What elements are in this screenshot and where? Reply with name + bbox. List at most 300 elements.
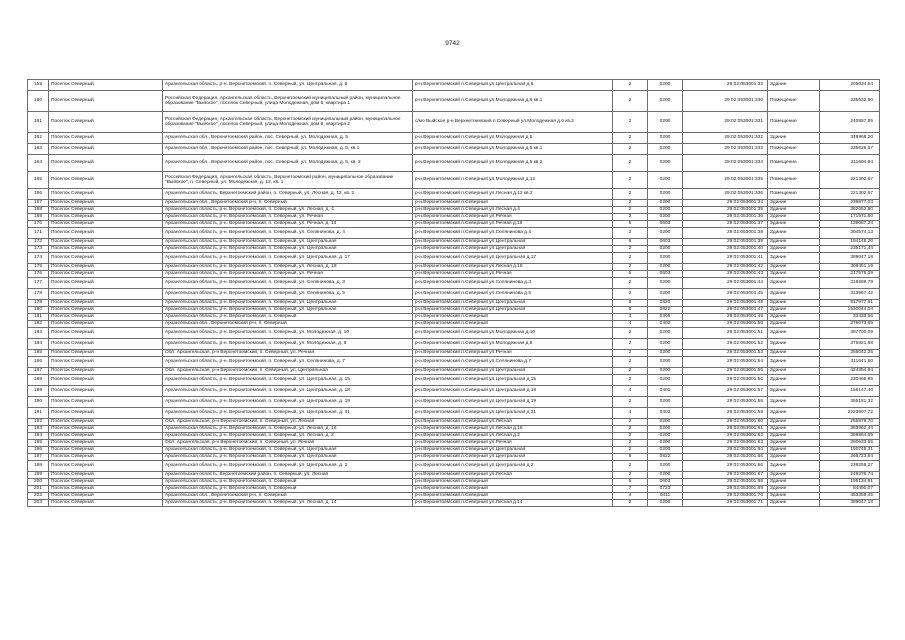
cell-cadastral-number: 29:02:053001:34 (683, 200, 768, 207)
cell-address: Архангельская область, р-н. Верхнетоемский, п. Северный, ул. Центральная, д. 19 (163, 397, 413, 408)
cell-cadastral-number: 29:02:053001:39 (683, 239, 768, 246)
cell-address: Архангельская область, р-н. Верхнетоемский, п. Северный, ул. Молодежная, д. 10 (163, 328, 413, 339)
table-row (28, 289, 880, 300)
cell-category-code: 3 (613, 314, 648, 321)
cell-short-address: р-н.Верхнетоемский п.Северный (413, 486, 613, 493)
cell-type-code: 0200 (648, 350, 683, 357)
cell-short-address: р-н.Верхнетоемский п.Северный ул.Центральная (413, 454, 613, 461)
cell-object-type: Здание (768, 271, 820, 278)
cell-type-code: 0200 (648, 328, 683, 339)
cell-row-number: 163 (28, 144, 49, 155)
cell-category-code: 8 (613, 307, 648, 314)
cell-object-type: Помещение (768, 172, 820, 189)
cell-short-address: р-н.Верхнетоемский п.Северный ул.Центральная (413, 368, 613, 375)
cell-category-code: 2 (613, 264, 648, 271)
cell-address: Архангельская область, р-н. Верхнетоемский, п. Северный, ул. Речная (163, 271, 413, 278)
cell-row-number: 201 (28, 486, 49, 493)
table-row (28, 454, 880, 461)
cell-type-code: 0200 (648, 155, 683, 172)
cell-row-number: 197 (28, 454, 49, 461)
cell-cadastral-number: 29:02:053001:65 (683, 454, 768, 461)
cell-address: Обл. Архангельская, р-н Верхнетоемский, п. Северный, ул. Лесная (163, 419, 413, 426)
cell-category-code: 4 (613, 321, 648, 328)
cell-row-number: 162 (28, 133, 49, 144)
cell-category-code: 2 (613, 80, 648, 91)
cell-cadastral-number: 29:02:053001:64 (683, 447, 768, 454)
cell-type-code: 0200 (648, 375, 683, 386)
cell-settlement: Поселок Северный (49, 461, 163, 472)
cell-settlement: Поселок Северный (49, 214, 163, 221)
cell-object-type: Здание (768, 357, 820, 368)
table-row (28, 328, 880, 339)
cell-cadastral-value: 276073,65 (820, 321, 880, 328)
table-row (28, 228, 880, 239)
cell-row-number: 196 (28, 447, 49, 454)
cell-address: Архангельская область, р-н. Верхнетоемский, п. Северный, ул. Селянинова, д. 3 (163, 278, 413, 289)
cell-category-code: 2 (613, 339, 648, 350)
cell-address: Архангельская область, р-н. Верхнетоемский, п. Северный, ул. Лесная, д. 18 (163, 264, 413, 271)
cell-type-code: 0723 (648, 486, 683, 493)
cell-cadastral-number: 29:02:053001:47 (683, 307, 768, 314)
cell-row-number: 168 (28, 207, 49, 214)
cell-object-type: Здание (768, 278, 820, 289)
cell-address: Российская Федерация, Архангельская область, Верхнетоемский муниципальный район, муниципальное образование "Выйское", поселок Северный, улица Молодежная, дом 6, квартира 1 (163, 91, 413, 112)
cell-category-code: 2 (613, 419, 648, 426)
cell-cadastral-value: 424354,84 (820, 368, 880, 375)
cell-row-number: 202 (28, 493, 49, 500)
cell-cadastral-value: 235171,44 (820, 246, 880, 253)
table-row (28, 221, 880, 228)
cell-row-number: 203 (28, 500, 49, 507)
cell-category-code: 2 (613, 397, 648, 408)
cell-short-address: р-н.Верхнетоемский п.Северный ул.Центральная д.6 (413, 80, 613, 91)
cell-cadastral-number: 29:02:053001:57 (683, 386, 768, 397)
table-row (28, 214, 880, 221)
cell-cadastral-value: 348968,20 (820, 133, 880, 144)
cell-row-number: 199 (28, 472, 49, 479)
cell-cadastral-value: 150745,31 (820, 447, 880, 454)
cell-short-address: р-н.Верхнетоемский п.Северный ул.Молодежная д.12 (413, 172, 613, 189)
table-row (28, 321, 880, 328)
cell-category-code: 2 (613, 278, 648, 289)
cell-address: Архангельская область, р-н. Верхнетоемский, п. Северный, ул. Речная, д. 16 (163, 221, 413, 228)
table-body (28, 80, 880, 507)
cell-short-address: р-н.Верхнетоемский п.Северный ул.Центральная д.31 (413, 408, 613, 419)
cell-settlement: Поселок Северный (49, 239, 163, 246)
cell-cadastral-value: 387700,09 (820, 328, 880, 339)
cell-cadastral-value: 84490,07 (820, 486, 880, 493)
cell-address: Архангельская область, р-н. Верхнетоемский, п. Северный, ул. Центральная, д. 18 (163, 386, 413, 397)
cell-object-type: Здание (768, 214, 820, 221)
cell-row-number: 182 (28, 321, 49, 328)
cell-category-code: 6 (613, 221, 648, 228)
cell-row-number: 195 (28, 440, 49, 447)
table-row (28, 368, 880, 375)
cell-cadastral-value: 194148,20 (820, 239, 880, 246)
cell-type-code: 0200 (648, 246, 683, 253)
cell-short-address: р-н.Верхнетоемский п.Северный ул.Центральная д.18 (413, 386, 613, 397)
table-row (28, 172, 880, 189)
cell-cadastral-value: 230465,85 (820, 375, 880, 386)
cell-settlement: Поселок Северный (49, 426, 163, 433)
cell-object-type: Здание (768, 133, 820, 144)
page-number: 9742 (445, 40, 460, 47)
cell-settlement: Поселок Северный (49, 368, 163, 375)
cell-object-type: Здание (768, 368, 820, 375)
cell-settlement: Поселок Северный (49, 246, 163, 253)
cell-cadastral-value: 195134,61 (820, 479, 880, 486)
cell-row-number: 174 (28, 253, 49, 264)
cell-category-code: 2 (613, 328, 648, 339)
cell-cadastral-number: 29:02:053001:38 (683, 228, 768, 239)
table-row (28, 493, 880, 500)
cell-object-type: Здание (768, 253, 820, 264)
cell-type-code: 0200 (648, 80, 683, 91)
cell-address: Архангельская область, р-н. Верхнетоемский, п. Северный, ул. Центральная, д. 6 (163, 80, 413, 91)
cell-cadastral-number: 29:02:053001:63 (683, 440, 768, 447)
cell-cadastral-value: 316689,79 (820, 278, 880, 289)
cell-short-address: р-н.Верхнетоемский п.Северный ул.Селянинова д.7 (413, 357, 613, 368)
cell-short-address: р-н.Верхнетоемский п.Северный ул.Центральная (413, 447, 613, 454)
cell-object-type: Здание (768, 440, 820, 447)
cell-cadastral-number: 29:02:053001:60 (683, 419, 768, 426)
cell-category-code: 2 (613, 440, 648, 447)
cell-object-type: Здание (768, 200, 820, 207)
cell-type-code: 0200 (648, 278, 683, 289)
cell-cadastral-value: 139087,24 (820, 221, 880, 228)
table-row (28, 91, 880, 112)
cell-cadastral-value: 375921,88 (820, 339, 880, 350)
cell-settlement: Поселок Северный (49, 454, 163, 461)
table-row (28, 200, 880, 207)
cell-category-code: 2 (613, 289, 648, 300)
cell-category-code: 8 (613, 300, 648, 307)
cell-cadastral-number: 29:02:053001:56 (683, 375, 768, 386)
cell-row-number: 183 (28, 328, 49, 339)
cell-category-code: 4 (613, 493, 648, 500)
cell-row-number: 198 (28, 461, 49, 472)
cell-short-address: с/мо Выйское р-н.Верхнетоемский п.Северный ул.Молодежная д.6 кв.2 (413, 112, 613, 133)
cell-cadastral-number: 29:02:053001:52 (683, 339, 768, 350)
cell-settlement: Поселок Северный (49, 80, 163, 91)
cell-cadastral-value: 311641,60 (820, 357, 880, 368)
cell-settlement: Поселок Северный (49, 271, 163, 278)
table-row (28, 419, 880, 426)
table-row (28, 246, 880, 253)
cell-short-address: р-н.Верхнетоемский п.Северный ул.Речная (413, 350, 613, 357)
cell-cadastral-value: 217575,09 (820, 271, 880, 278)
cell-settlement: Поселок Северный (49, 419, 163, 426)
cell-category-code: 2 (613, 447, 648, 454)
cell-address: Архангельская область, р-н. Верхнетоемский, п. Северный, ул. Лесная, д. 4 (163, 207, 413, 214)
cell-type-code: 0200 (648, 339, 683, 350)
cell-cadastral-number: 29:02:053001:44 (683, 278, 768, 289)
table-row (28, 440, 880, 447)
cell-category-code: 2 (613, 144, 648, 155)
cell-short-address: р-н.Верхнетоемский п.Северный ул.Молодежная д.5 кв.1 (413, 144, 613, 155)
cell-row-number: 184 (28, 339, 49, 350)
table-row (28, 264, 880, 271)
cell-object-type: Здание (768, 300, 820, 307)
cell-short-address: р-н.Верхнетоемский п.Северный ул.Центральная (413, 307, 613, 314)
cell-row-number: 164 (28, 155, 49, 172)
cell-cadastral-number: 29:02:053001:70 (683, 493, 768, 500)
table-row (28, 500, 880, 507)
cell-address: Архангельская обл., Верхнетоемский район, пос. Северный, ул. Молодежная, д. 5, кв. 2 (163, 155, 413, 172)
cell-address: Архангельская область, р-н. Верхнетоемский, п. Северный (163, 486, 413, 493)
cell-address: Архангельская область, р-н. Верхнетоемский, п. Северный, ул. Лесная, д. 2 (163, 433, 413, 440)
cell-row-number: 186 (28, 357, 49, 368)
cell-row-number: 169 (28, 214, 49, 221)
cell-cadastral-number: 29:02:053001:51 (683, 328, 768, 339)
cell-category-code: 2 (613, 433, 648, 440)
cell-cadastral-number: 29:02:053001:61 (683, 426, 768, 433)
cell-row-number: 194 (28, 433, 49, 440)
cell-cadastral-number: 29:02:053001:33 (683, 80, 768, 91)
cell-cadastral-number: 29:02:053001:71 (683, 500, 768, 507)
cell-address: Архангельская область, р-н. Верхнетоемский, п. Северный, ул. Центральная, д. 17 (163, 253, 413, 264)
cell-settlement: Поселок Северный (49, 172, 163, 189)
cell-category-code: 6 (613, 239, 648, 246)
cell-type-code: 0200 (648, 207, 683, 214)
cell-object-type: Здание (768, 307, 820, 314)
cell-object-type: Здание (768, 321, 820, 328)
cell-object-type: Помещение (768, 91, 820, 112)
table-row (28, 155, 880, 172)
cell-cadastral-value: 453359,45 (820, 493, 880, 500)
cell-settlement: Поселок Северный (49, 278, 163, 289)
cell-category-code: 2 (613, 253, 648, 264)
cell-settlement: Поселок Северный (49, 200, 163, 207)
cell-settlement: Поселок Северный (49, 472, 163, 479)
table-row (28, 144, 880, 155)
cell-category-code: 2 (613, 461, 648, 472)
cell-short-address: р-н.Верхнетоемский п.Северный ул.Речная д.16 (413, 221, 613, 228)
cell-type-code: 0200 (648, 214, 683, 221)
cell-object-type: Здание (768, 328, 820, 339)
table-row (28, 271, 880, 278)
cell-cadastral-number: 29:02:053001:55 (683, 368, 768, 375)
cell-short-address: р-н.Верхнетоемский п.Северный ул.Лесная д.2 (413, 433, 613, 440)
cell-cadastral-value: 366451,19 (820, 264, 880, 271)
cell-type-code: 0200 (648, 433, 683, 440)
cell-object-type: Здание (768, 408, 820, 419)
cell-short-address: р-н.Верхнетоемский п.Северный (413, 321, 613, 328)
cell-address: Архангельская обл., Верхнетоемский район, пос. Северный, ул. Молодежная, д. 5 (163, 133, 413, 144)
cell-address: Архангельская область, р-н. Верхнетоемский, п. Северный, ул. Центральная (163, 246, 413, 253)
cell-cadastral-value: 156147,40 (820, 386, 880, 397)
cell-cadastral-number: 29:02:053001:41 (683, 253, 768, 264)
cell-cadastral-number: 29:02:053001:332 (683, 133, 768, 144)
cell-cadastral-value: 171571,60 (820, 214, 880, 221)
cell-object-type: Здание (768, 239, 820, 246)
cell-cadastral-value: 363962,44 (820, 426, 880, 433)
cell-cadastral-value: 260633,55 (820, 440, 880, 447)
cell-object-type: Здание (768, 221, 820, 228)
cell-row-number: 180 (28, 307, 49, 314)
table-row (28, 426, 880, 433)
cell-type-code: 0200 (648, 397, 683, 408)
cell-cadastral-number: 29:02:053001:40 (683, 246, 768, 253)
cell-short-address: р-н.Верхнетоемский п.Северный ул.Молодежная д.8 (413, 339, 613, 350)
cell-address: Архангельская область, Верхнетоемский район, п. Северный, ул. Лесная (163, 472, 413, 479)
cell-row-number: 170 (28, 221, 49, 228)
cell-settlement: Поселок Северный (49, 307, 163, 314)
cell-settlement: Поселок Северный (49, 433, 163, 440)
cell-row-number: 179 (28, 300, 49, 307)
cell-short-address: р-н.Верхнетоемский п.Северный (413, 493, 613, 500)
cell-category-code: 2 (613, 426, 648, 433)
cell-settlement: Поселок Северный (49, 440, 163, 447)
cell-object-type: Здание (768, 350, 820, 357)
table-row (28, 350, 880, 357)
cell-type-code: 0200 (648, 472, 683, 479)
cell-short-address: р-н.Верхнетоемский п.Северный ул.Речная (413, 271, 613, 278)
cell-category-code: 2 (613, 200, 648, 207)
table-row (28, 433, 880, 440)
cell-type-code: 0200 (648, 253, 683, 264)
cell-settlement: Поселок Северный (49, 228, 163, 239)
table-row (28, 307, 880, 314)
cell-row-number: 165 (28, 172, 49, 189)
cell-cadastral-number: 29:02:053001:69 (683, 486, 768, 493)
cell-cadastral-value: 304574,13 (820, 228, 880, 239)
cell-settlement: Поселок Северный (49, 300, 163, 307)
cell-address: Архангельская область, р-н. Верхнетоемский, п. Северный, ул. Центральная (163, 454, 413, 461)
cell-cadastral-number: 29:02:053001:66 (683, 461, 768, 472)
cell-object-type: Здание (768, 486, 820, 493)
cell-short-address: р-н.Верхнетоемский п.Северный (413, 200, 613, 207)
cell-object-type: Здание (768, 461, 820, 472)
cell-row-number: 160 (28, 91, 49, 112)
cell-type-code: 0200 (648, 172, 683, 189)
cell-short-address: р-н.Верхнетоемский п.Северный ул.Центральная (413, 239, 613, 246)
cell-short-address: р-н.Верхнетоемский п.Северный ул.Селянинова д.4 (413, 228, 613, 239)
cell-settlement: Поселок Северный (49, 189, 163, 200)
cell-type-code: 0200 (648, 189, 683, 200)
cell-cadastral-value: 235628,57 (820, 144, 880, 155)
cell-address: Архангельская область, р-н. Верхнетоемский, п. Северный (163, 314, 413, 321)
cell-row-number: 177 (28, 278, 49, 289)
cell-category-code: 2 (613, 155, 648, 172)
cell-short-address: р-н.Верхнетоемский п.Северный ул.Лесная (413, 419, 613, 426)
cell-address: Архангельская область, р-н. Верхнетоемский, п. Северный, ул. Селянинова, д. 5 (163, 289, 413, 300)
cell-cadastral-value: 1530044,04 (820, 307, 880, 314)
cell-category-code: 8 (613, 454, 648, 461)
cell-settlement: Поселок Северный (49, 321, 163, 328)
cell-address: Архангельская область, р-н. Верхнетоемский, п. Северный, ул. Центральная, д. 2 (163, 461, 413, 472)
cell-cadastral-number: 29:02:053001:330 (683, 91, 768, 112)
cell-short-address: р-н.Верхнетоемский п.Северный ул.Лесная д.18 (413, 264, 613, 271)
cell-address: Обл. Архангельская, р-н Верхнетоемский, п. Северный, ул. Центральная (163, 368, 413, 375)
cell-type-code: 0200 (648, 440, 683, 447)
cell-cadastral-value: 256878,70 (820, 419, 880, 426)
cell-cadastral-number: 29:02:053001:62 (683, 433, 768, 440)
cell-type-code: 0200 (648, 144, 683, 155)
cell-object-type: Здание (768, 479, 820, 486)
cell-type-code: 0822 (648, 454, 683, 461)
cell-category-code: 2 (613, 189, 648, 200)
cell-row-number: 191 (28, 408, 49, 419)
cell-address: Архангельская область, р-н. Верхнетоемский, п. Северный (163, 479, 413, 486)
table-row (28, 314, 880, 321)
cell-type-code: 0603 (648, 271, 683, 278)
cell-category-code: 4 (613, 386, 648, 397)
cell-address: Обл. Архангельская, р-н Верхнетоемский, п. Северный, ул. Речная (163, 350, 413, 357)
cell-address: Российская Федерация, Архангельская область, Верхнетоемский район, муниципальное образование "Выйское", п. Северный, ул. Молодежная, д. 12, кв. 1 (163, 172, 413, 189)
cell-type-code: 0200 (648, 133, 683, 144)
cell-object-type: Здание (768, 426, 820, 433)
cell-row-number: 193 (28, 426, 49, 433)
cell-row-number: 171 (28, 228, 49, 239)
cell-category-code: 2 (613, 368, 648, 375)
cell-cadastral-number: 29:02:053001:67 (683, 472, 768, 479)
cell-cadastral-value: 33433,56 (820, 314, 880, 321)
cell-settlement: Поселок Северный (49, 91, 163, 112)
table-row (28, 239, 880, 246)
cell-category-code: 2 (613, 246, 648, 253)
cell-short-address: р-н.Верхнетоемский п.Северный (413, 314, 613, 321)
table-row (28, 80, 880, 91)
cell-category-code: 2 (613, 172, 648, 189)
cell-row-number: 172 (28, 239, 49, 246)
cell-address: Архангельская обл., Верхнетоемский р-н, п. Северный (163, 200, 413, 207)
cell-short-address: р-н.Верхнетоемский п.Северный ул.Центральная д.2 (413, 461, 613, 472)
cell-cadastral-number: 29:02:053001:37 (683, 221, 768, 228)
cell-cadastral-value: 235632,90 (820, 91, 880, 112)
cell-address: Архангельская область, р-н. Верхнетоемский, п. Северный, ул. Центральная (163, 307, 413, 314)
cell-cadastral-number: 29:02:053001:50 (683, 321, 768, 328)
cell-address: Архангельская обл., Верхнетоемский р-н, п. Северный (163, 493, 413, 500)
cell-cadastral-value: 362652,80 (820, 207, 880, 214)
cell-category-code: 2 (613, 207, 648, 214)
cell-row-number: 166 (28, 189, 49, 200)
table-row (28, 339, 880, 350)
cell-row-number: 161 (28, 112, 49, 133)
cell-short-address: р-н.Верхнетоемский п.Северный ул.Центральная (413, 246, 613, 253)
cell-short-address: р-н.Верхнетоемский п.Северный ул.Молодежная д.6 кв.1 (413, 91, 613, 112)
cell-object-type: Здание (768, 80, 820, 91)
cell-cadastral-value: 221302,67 (820, 189, 880, 200)
cell-category-code: 2 (613, 472, 648, 479)
cell-type-code: 0200 (648, 500, 683, 507)
cell-short-address: р-н.Верхнетоемский п.Северный ул.Молодежная д.5 кв.2 (413, 155, 613, 172)
cell-cadastral-number: 29:02:053001:48 (683, 300, 768, 307)
cell-object-type: Здание (768, 433, 820, 440)
cell-type-code: 0200 (648, 200, 683, 207)
cell-type-code: 0603 (648, 221, 683, 228)
cell-object-type: Помещение (768, 144, 820, 155)
cell-object-type: Здание (768, 386, 820, 397)
cell-object-type: Здание (768, 493, 820, 500)
cell-type-code: 0603 (648, 479, 683, 486)
cell-cadastral-value: 356042,25 (820, 350, 880, 357)
cell-settlement: Поселок Северный (49, 207, 163, 214)
cell-settlement: Поселок Северный (49, 112, 163, 133)
cell-row-number: 192 (28, 419, 49, 426)
cell-category-code: 2 (613, 228, 648, 239)
cell-cadastral-value: 266723,64 (820, 454, 880, 461)
cell-short-address: р-н.Верхнетоемский п.Северный ул.Центральная д.19 (413, 397, 613, 408)
cell-settlement: Поселок Северный (49, 264, 163, 271)
cell-cadastral-number: 29:02:053001:335 (683, 172, 768, 189)
cell-object-type: Здание (768, 447, 820, 454)
cell-object-type: Здание (768, 228, 820, 239)
cell-object-type: Здание (768, 454, 820, 461)
cell-type-code: 0401 (648, 386, 683, 397)
cell-settlement: Поселок Северный (49, 328, 163, 339)
cell-cadastral-value: 249276,74 (820, 472, 880, 479)
